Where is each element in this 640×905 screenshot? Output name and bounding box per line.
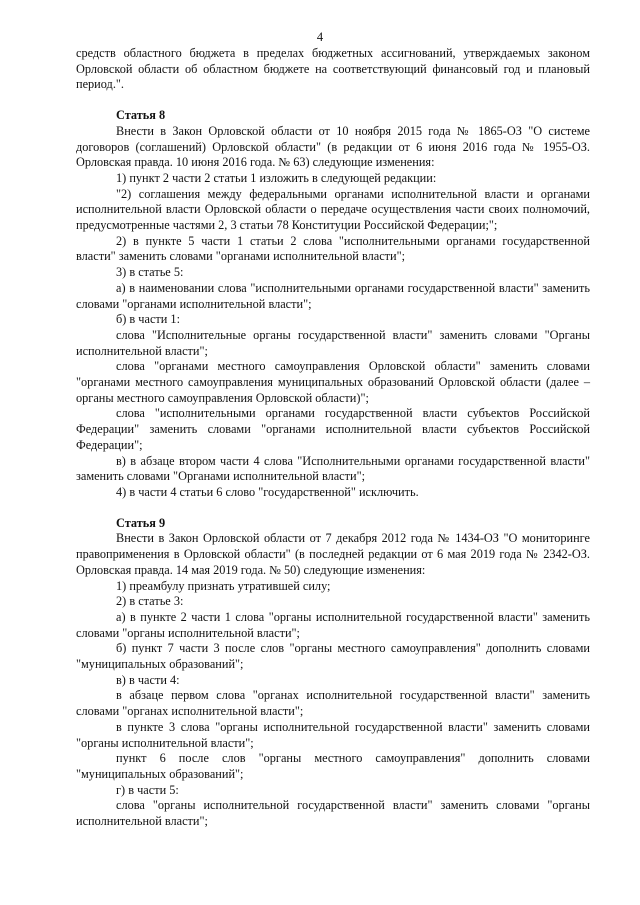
paragraph: в) в абзаце втором части 4 слова "Исполнительными органами государственной власти" заменить словами "Органами исполнительной власти"; (76, 453, 590, 484)
article-9 (76, 516, 590, 830)
intro-paragraph: средств областного бюджета в пределах бюджетных ассигнований, утверждаемых законом Орловской области об областном бюджете на соответствующий финансовый год и плановый период.". (76, 46, 590, 92)
paragraph: пункт 6 после слов "органы местного самоуправления" дополнить словами "муниципальных образований"; (76, 751, 590, 781)
paragraph: а) в пункте 2 части 1 слова "органы исполнительной государственной власти" заменить словами "органы исполнительной власти"; (76, 609, 590, 640)
paragraph: слова "органами местного самоуправления Орловской области" заменить словами "органами местного самоуправления муниципальных образований Орловской области (далее – органы местного самоуправления Орловской области)"; (76, 359, 590, 405)
paragraph: слова "исполнительными органами государственной власти субъектов Российской Федерации" заменить словами "органами исполнительной власти субъектов Российской Федерации"; (76, 406, 590, 452)
paragraph: слова "Исполнительные органы государственной власти" заменить словами "Органы исполнительной власти"; (76, 327, 590, 358)
paragraph: "2) соглашения между федеральными органами исполнительной власти и органами исполнительной власти Орловской области о передаче осуществления части своих полномочий, предусмотренные частями 2, 3 статьи 78 Конституции Российской Федерации;"; (76, 186, 590, 233)
article-heading: Статья 8 (116, 108, 166, 123)
paragraph: в абзаце первом слова "органах исполнительной государственной власти" заменить словами "органах исполнительной власти"; (76, 688, 590, 719)
paragraph: а) в наименовании слова "исполнительными органами государственной власти" заменить словами "органами исполнительной власти"; (76, 280, 590, 311)
paragraph: 4) в части 4 статьи 6 слово "государственной" исключить. (116, 484, 419, 499)
paragraph: в пункте 3 слова "органы исполнительной государственной власти" заменить словами "органы исполнительной власти"; (76, 719, 590, 750)
paragraph: б) в части 1: (116, 312, 181, 327)
paragraph: 2) в статье 3: (116, 594, 184, 609)
paragraph: 1) пункт 2 части 2 статьи 1 изложить в следующей редакции: (116, 170, 437, 185)
article-heading: Статья 9 (116, 515, 166, 530)
paragraph: Внести в Закон Орловской области от 7 декабря 2012 года № 1434-ОЗ "О мониторинге правоприменения в Орловской области" (в последней редакции от 6 мая 2019 года № 2342-ОЗ. Орловская правда. 14 мая 2019 года. № 50) следующие изменения: (76, 531, 590, 577)
page-number: 4 (316, 30, 324, 44)
paragraph: 2) в пункте 5 части 1 статьи 2 слова "исполнительными органами государственной власти" заменить словами "органами исполнительной власти"; (76, 233, 590, 264)
paragraph: слова "органы исполнительной государственной власти" заменить словами "органы исполнительной власти"; (76, 798, 590, 829)
paragraph: в) в части 4: (116, 672, 180, 687)
paragraph: б) пункт 7 части 3 после слов "органы местного самоуправления" дополнить словами "муниципальных образований"; (76, 641, 590, 672)
paragraph: 1) преамбулу признать утратившей силу; (116, 578, 331, 593)
document-body (76, 46, 590, 830)
paragraph: 3) в статье 5: (116, 265, 184, 280)
paragraph: г) в части 5: (116, 782, 179, 797)
article-8 (76, 108, 590, 501)
paragraph: Внести в Закон Орловской области от 10 ноября 2015 года № 1865-ОЗ "О системе договоров (соглашений) Орловской области" (в редакции от 6 июня 2016 года № 1955-ОЗ. Орловская правда. 10 июня 2016 года. № 63) следующие изменения: (76, 123, 590, 170)
